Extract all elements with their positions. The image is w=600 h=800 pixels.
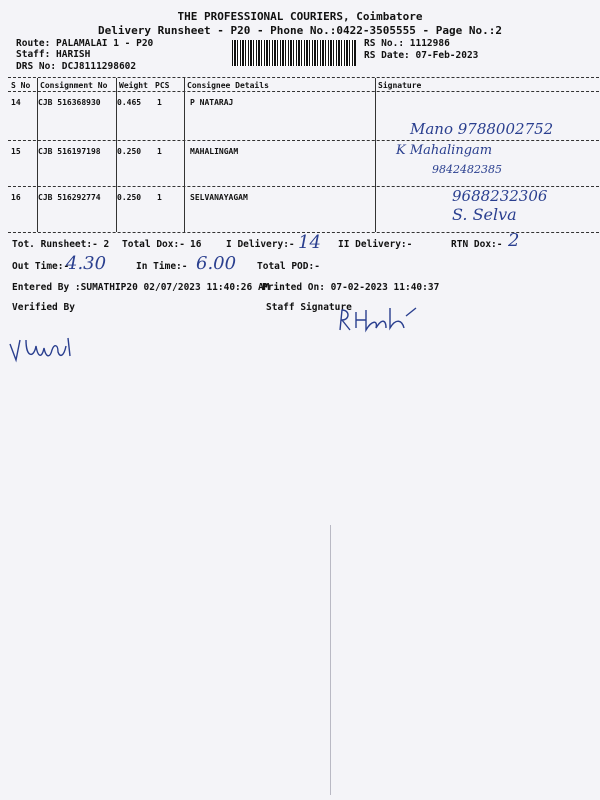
verified-by-label: Verified By bbox=[12, 302, 75, 313]
row-sno: 15 bbox=[11, 147, 21, 156]
col-header-sno: S No bbox=[11, 81, 31, 90]
col-header-signature: Signature bbox=[378, 81, 422, 90]
row-consignment: CJB 516292774 bbox=[38, 193, 101, 202]
i-delivery-value: 14 bbox=[298, 232, 321, 253]
total-pod-label: Total POD:- bbox=[257, 261, 320, 272]
col-header-weight: Weight bbox=[119, 81, 148, 90]
column-divider bbox=[375, 78, 376, 232]
out-time-value: 4.30 bbox=[66, 253, 107, 274]
col-header-consignment: Consignment No bbox=[40, 81, 108, 90]
total-dox-label: Total Dox:- bbox=[122, 239, 185, 250]
col-header-pcs: PCS bbox=[155, 81, 170, 90]
company-title: THE PROFESSIONAL COURIERS, Coimbatore bbox=[177, 10, 423, 23]
ii-delivery-label: II Delivery:- bbox=[338, 239, 413, 250]
out-time-label: Out Time:- bbox=[12, 261, 70, 272]
table-top-rule bbox=[8, 77, 599, 78]
rs-number: RS No.: 1112986 bbox=[364, 38, 450, 49]
printed-on: Printed On: 07-02-2023 11:40:37 bbox=[262, 282, 440, 293]
drs-number: DRS No: DCJ8111298602 bbox=[16, 61, 137, 72]
handwritten-signature: K Mahalingam bbox=[396, 143, 493, 158]
row-pcs: 1 bbox=[157, 193, 162, 202]
staff-signature-label: Staff Signature bbox=[266, 302, 352, 313]
row-consignee: SELVANAYAGAM bbox=[190, 193, 248, 202]
row-pcs: 1 bbox=[157, 147, 162, 156]
row-sno: 16 bbox=[11, 193, 21, 202]
total-dox-value: 16 bbox=[190, 239, 202, 250]
row-sno: 14 bbox=[11, 98, 21, 107]
in-time-value: 6.00 bbox=[196, 253, 237, 274]
route-label: Route: PALAMALAI 1 - P20 bbox=[16, 38, 154, 49]
staff-signature bbox=[336, 300, 426, 340]
in-time-label: In Time:- bbox=[136, 261, 188, 272]
scan-artifact-line bbox=[330, 525, 331, 795]
entered-by: Entered By :SUMATHIP20 02/07/2023 11:40:26 AM bbox=[12, 282, 270, 293]
row-weight: 0.250 bbox=[117, 147, 142, 156]
staff-label: Staff: HARISH bbox=[16, 49, 91, 60]
rs-date: RS Date: 07-Feb-2023 bbox=[364, 50, 479, 61]
i-delivery-label: I Delivery:- bbox=[226, 239, 295, 250]
tot-runsheet: Tot. Runsheet:- 2 bbox=[12, 239, 110, 250]
handwritten-signature: Mano 9788002752 bbox=[410, 120, 554, 138]
rtn-dox-value: 2 bbox=[508, 230, 520, 251]
row-consignee: P NATARAJ bbox=[190, 98, 234, 107]
handwritten-phone: 9842482385 bbox=[432, 163, 502, 176]
row-consignment: CJB 516197198 bbox=[38, 147, 101, 156]
barcode bbox=[232, 40, 356, 66]
row-divider bbox=[8, 140, 599, 141]
verifier-signature bbox=[4, 318, 84, 368]
row-weight: 0.465 bbox=[117, 98, 142, 107]
row-consignment: CJB 516368930 bbox=[38, 98, 101, 107]
col-header-consignee: Consignee Details bbox=[187, 81, 269, 90]
row-pcs: 1 bbox=[157, 98, 162, 107]
header-bottom-rule bbox=[8, 91, 599, 92]
runsheet-subtitle: Delivery Runsheet - P20 - Phone No.:0422-3505555 - Page No.:2 bbox=[98, 24, 502, 37]
handwritten-signature: S. Selva bbox=[452, 205, 517, 224]
handwritten-phone: 9688232306 bbox=[452, 187, 548, 205]
row-weight: 0.250 bbox=[117, 193, 142, 202]
row-consignee: MAHALINGAM bbox=[190, 147, 239, 156]
rtn-dox-label: RTN Dox:- bbox=[451, 239, 503, 250]
column-divider bbox=[184, 78, 185, 232]
